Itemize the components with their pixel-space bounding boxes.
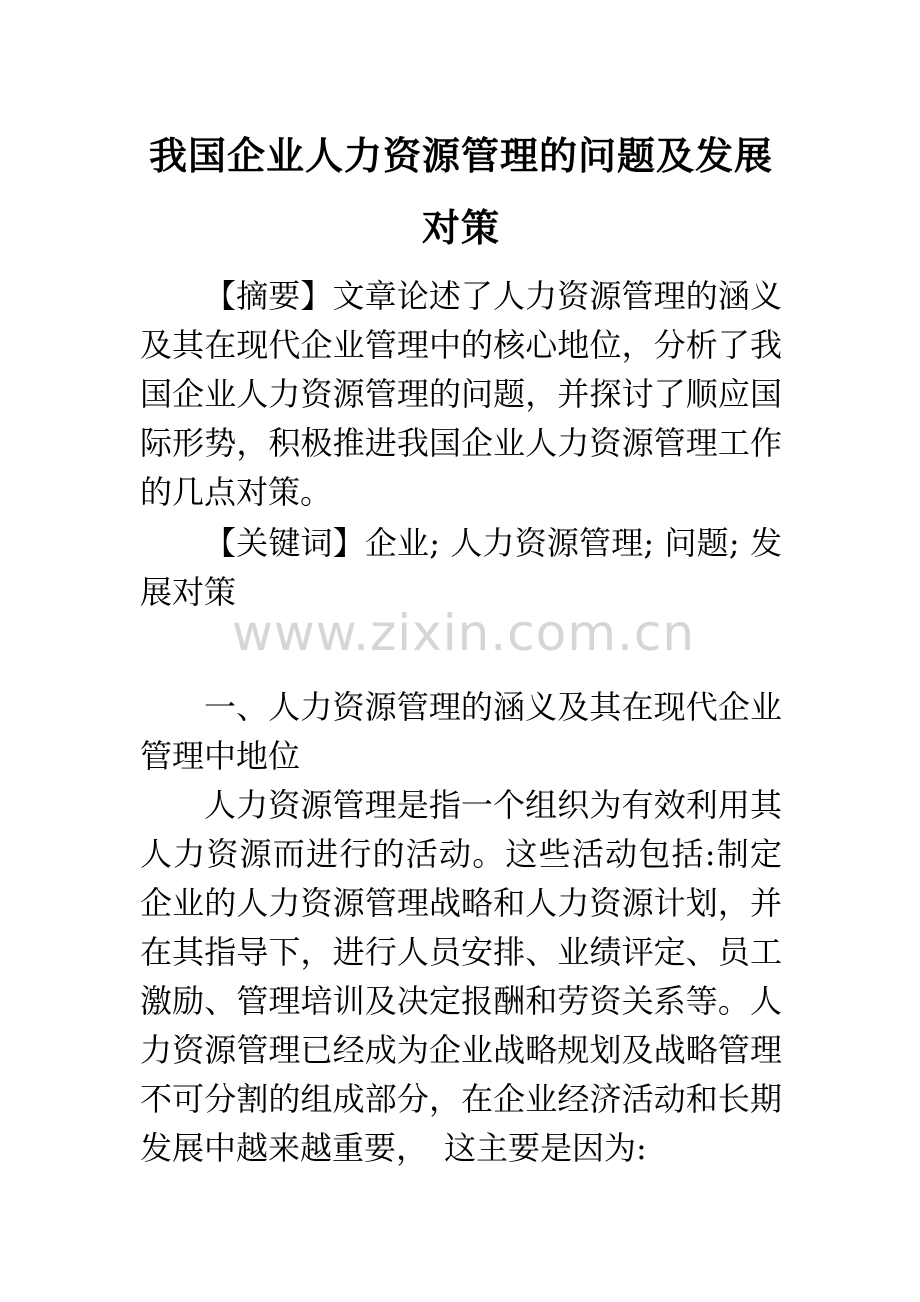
keywords-paragraph: 【关键词】企业; 人力资源管理; 问题; 发展对策 <box>140 524 782 611</box>
body-paragraph: 人力资源管理是指一个组织为有效利用其人力资源而进行的活动。这些活动包括:制定企业的人力资源管理战略和人力资源计划，并在其指导下，进行人员安排、业绩评定、员工激励、管理培训及决定报酬和劳资关系等。人力资源管理已经成为企业战略规划及战略管理不可分割的组成部分，在企业经济活动和长期发展中越来越重要， 这主要是因为: <box>140 786 782 1167</box>
document-title: 我国企业人力资源管理的问题及发展对策 <box>148 133 773 250</box>
abstract-paragraph: 【摘要】文章论述了人力资源管理的涵义及其在现代企业管理中的核心地位，分析了我国企业人力资源管理的问题，并探讨了顺应国际形势，积极推进我国企业人力资源管理工作的几点对策。 <box>140 277 782 511</box>
section-heading: 一、人力资源管理的涵义及其在现代企业管理中地位 <box>140 688 782 775</box>
document-page <box>140 0 782 1173</box>
watermark-text: www.zixin.com.cn <box>232 604 696 662</box>
